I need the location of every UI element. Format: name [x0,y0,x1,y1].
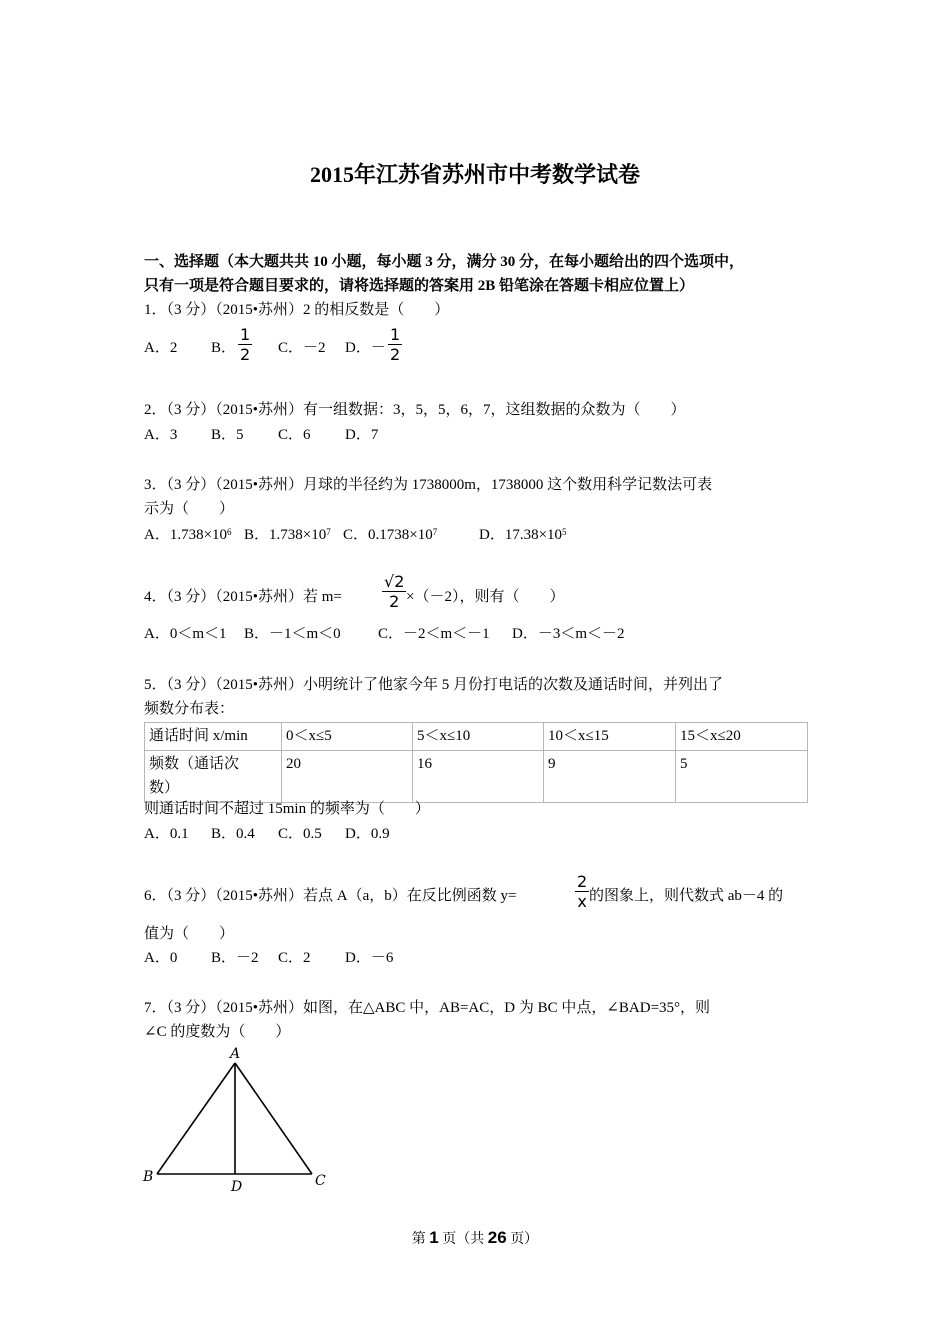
q3-stem-line2: 示为（ ） [144,501,235,517]
q4-fraction: $\frac{√2}{2}$ [384,572,405,611]
q6-fraction: $\frac{2}{x}$ [577,872,588,911]
q2-option-c: C．6 [278,427,311,443]
table-cell: 频数（通话次 数） [145,751,282,803]
q7-stem-line1: 7．（3 分）（2015•苏州）如图，在△ABC 中，AB=AC，D 为 BC 中点，∠BAD=35°，则 [144,1000,711,1016]
section-heading-line2: 只有一项是符合题目要求的，请将选择题的答案用 2B 铅笔涂在答题卡相应位置上） [144,278,695,294]
q5-option-b: B．0.4 [211,826,255,842]
section-heading-line1: 一、选择题（本大题共共 10 小题，每小题 3 分，满分 30 分，在每小题给出的四个选项中， [144,254,745,270]
table-cell: 0＜x≤5 [282,723,413,751]
q5-stem-line2: 频数分布表： [144,701,235,717]
q5-option-c: C．0.5 [278,826,322,842]
q5-after-table: 则通话时间不超过 15min 的频率为（ ） [144,801,430,817]
q4-stem-pre: 4．（3 分）（2015•苏州）若 m= [144,589,342,605]
q3-option-d: D．$17.38\times 10^5$ [479,527,567,543]
triangle-figure [140,1044,340,1196]
q4-option-c: C．－2＜m＜－1 [378,626,490,642]
table-cell: 5 [676,751,808,803]
frequency-table [144,722,808,803]
q4-option-d: D．－3＜m＜－2 [512,626,625,642]
q5-option-a: A．0.1 [144,826,189,842]
vertex-label-b: B [143,1169,154,1185]
page-footer: 第 1 页（共 26 页） [411,1228,539,1247]
q2-option-a: A．3 [144,427,178,443]
q4-option-b: B．－1＜m＜0 [244,626,341,642]
q3-option-b: B．$1.738\times 10^7$ [244,527,331,543]
q1-option-c: C．－2 [278,340,326,356]
q2-option-b: B．5 [211,427,244,443]
q5-stem-line1: 5．（3 分）（2015•苏州）小明统计了他家今年 5 月份打电话的次数及通话时间，并列出了 [144,677,724,693]
q1-option-b-label: B． [211,340,237,356]
page-title: 2015年江苏省苏州市中考数学试卷 [309,162,640,187]
q4-stem-post: ×（－2），则有（ ） [406,589,565,605]
q6-stem-pre: 6．（3 分）（2015•苏州）若点 A（a，b）在反比例函数 y= [144,888,517,904]
table-cell: 通话时间 x/min [145,723,282,751]
q1-stem: 1．（3 分）（2015•苏州）2 的相反数是（ ） [144,302,450,318]
q5-option-d: D．0.9 [345,826,390,842]
q6-option-d: D．－6 [345,950,394,966]
q1-option-b-fraction: $\frac{1}{2}$ [240,325,251,364]
table-row [145,723,808,751]
q6-option-b: B．－2 [211,950,259,966]
table-cell: 16 [413,751,544,803]
vertex-label-a: A [230,1046,241,1062]
q3-stem-line1: 3．（3 分）（2015•苏州）月球的半径约为 1738000m，1738000 这个数用科学记数法可表 [144,477,713,493]
q3-option-a: A．$1.738\times 10^6$ [144,527,232,543]
q6-option-a: A．0 [144,950,178,966]
table-cell: 5＜x≤10 [413,723,544,751]
table-cell: 15＜x≤20 [676,723,808,751]
page-number: 1 [429,1228,439,1247]
q7-stem-line2: ∠C 的度数为（ ） [144,1024,291,1040]
q3-option-c: C．$0.1738\times 10^7$ [343,527,438,543]
q2-option-d: D．7 [345,427,379,443]
vertex-label-c: C [315,1173,326,1189]
table-cell: 10＜x≤15 [544,723,676,751]
q6-option-c: C．2 [278,950,311,966]
q1-option-d-fraction: $\frac{1}{2}$ [390,325,401,364]
q6-stem-line2: 值为（ ） [144,926,235,942]
q1-option-d-label: D．－ [345,340,386,356]
side-ab [157,1063,235,1174]
table-cell: 20 [282,751,413,803]
q4-option-a: A．0＜m＜1 [144,626,227,642]
table-cell: 9 [544,751,676,803]
point-label-d: D [231,1179,243,1195]
q6-stem-post: 的图象上，则代数式 ab－4 的 [589,888,784,904]
side-ac [235,1063,312,1174]
table-row [145,751,808,803]
q1-option-a: A．2 [144,340,178,356]
page-total: 26 [487,1228,507,1247]
q2-stem: 2．（3 分）（2015•苏州）有一组数据：3，5，5，6，7，这组数据的众数为（ ） [144,402,686,418]
